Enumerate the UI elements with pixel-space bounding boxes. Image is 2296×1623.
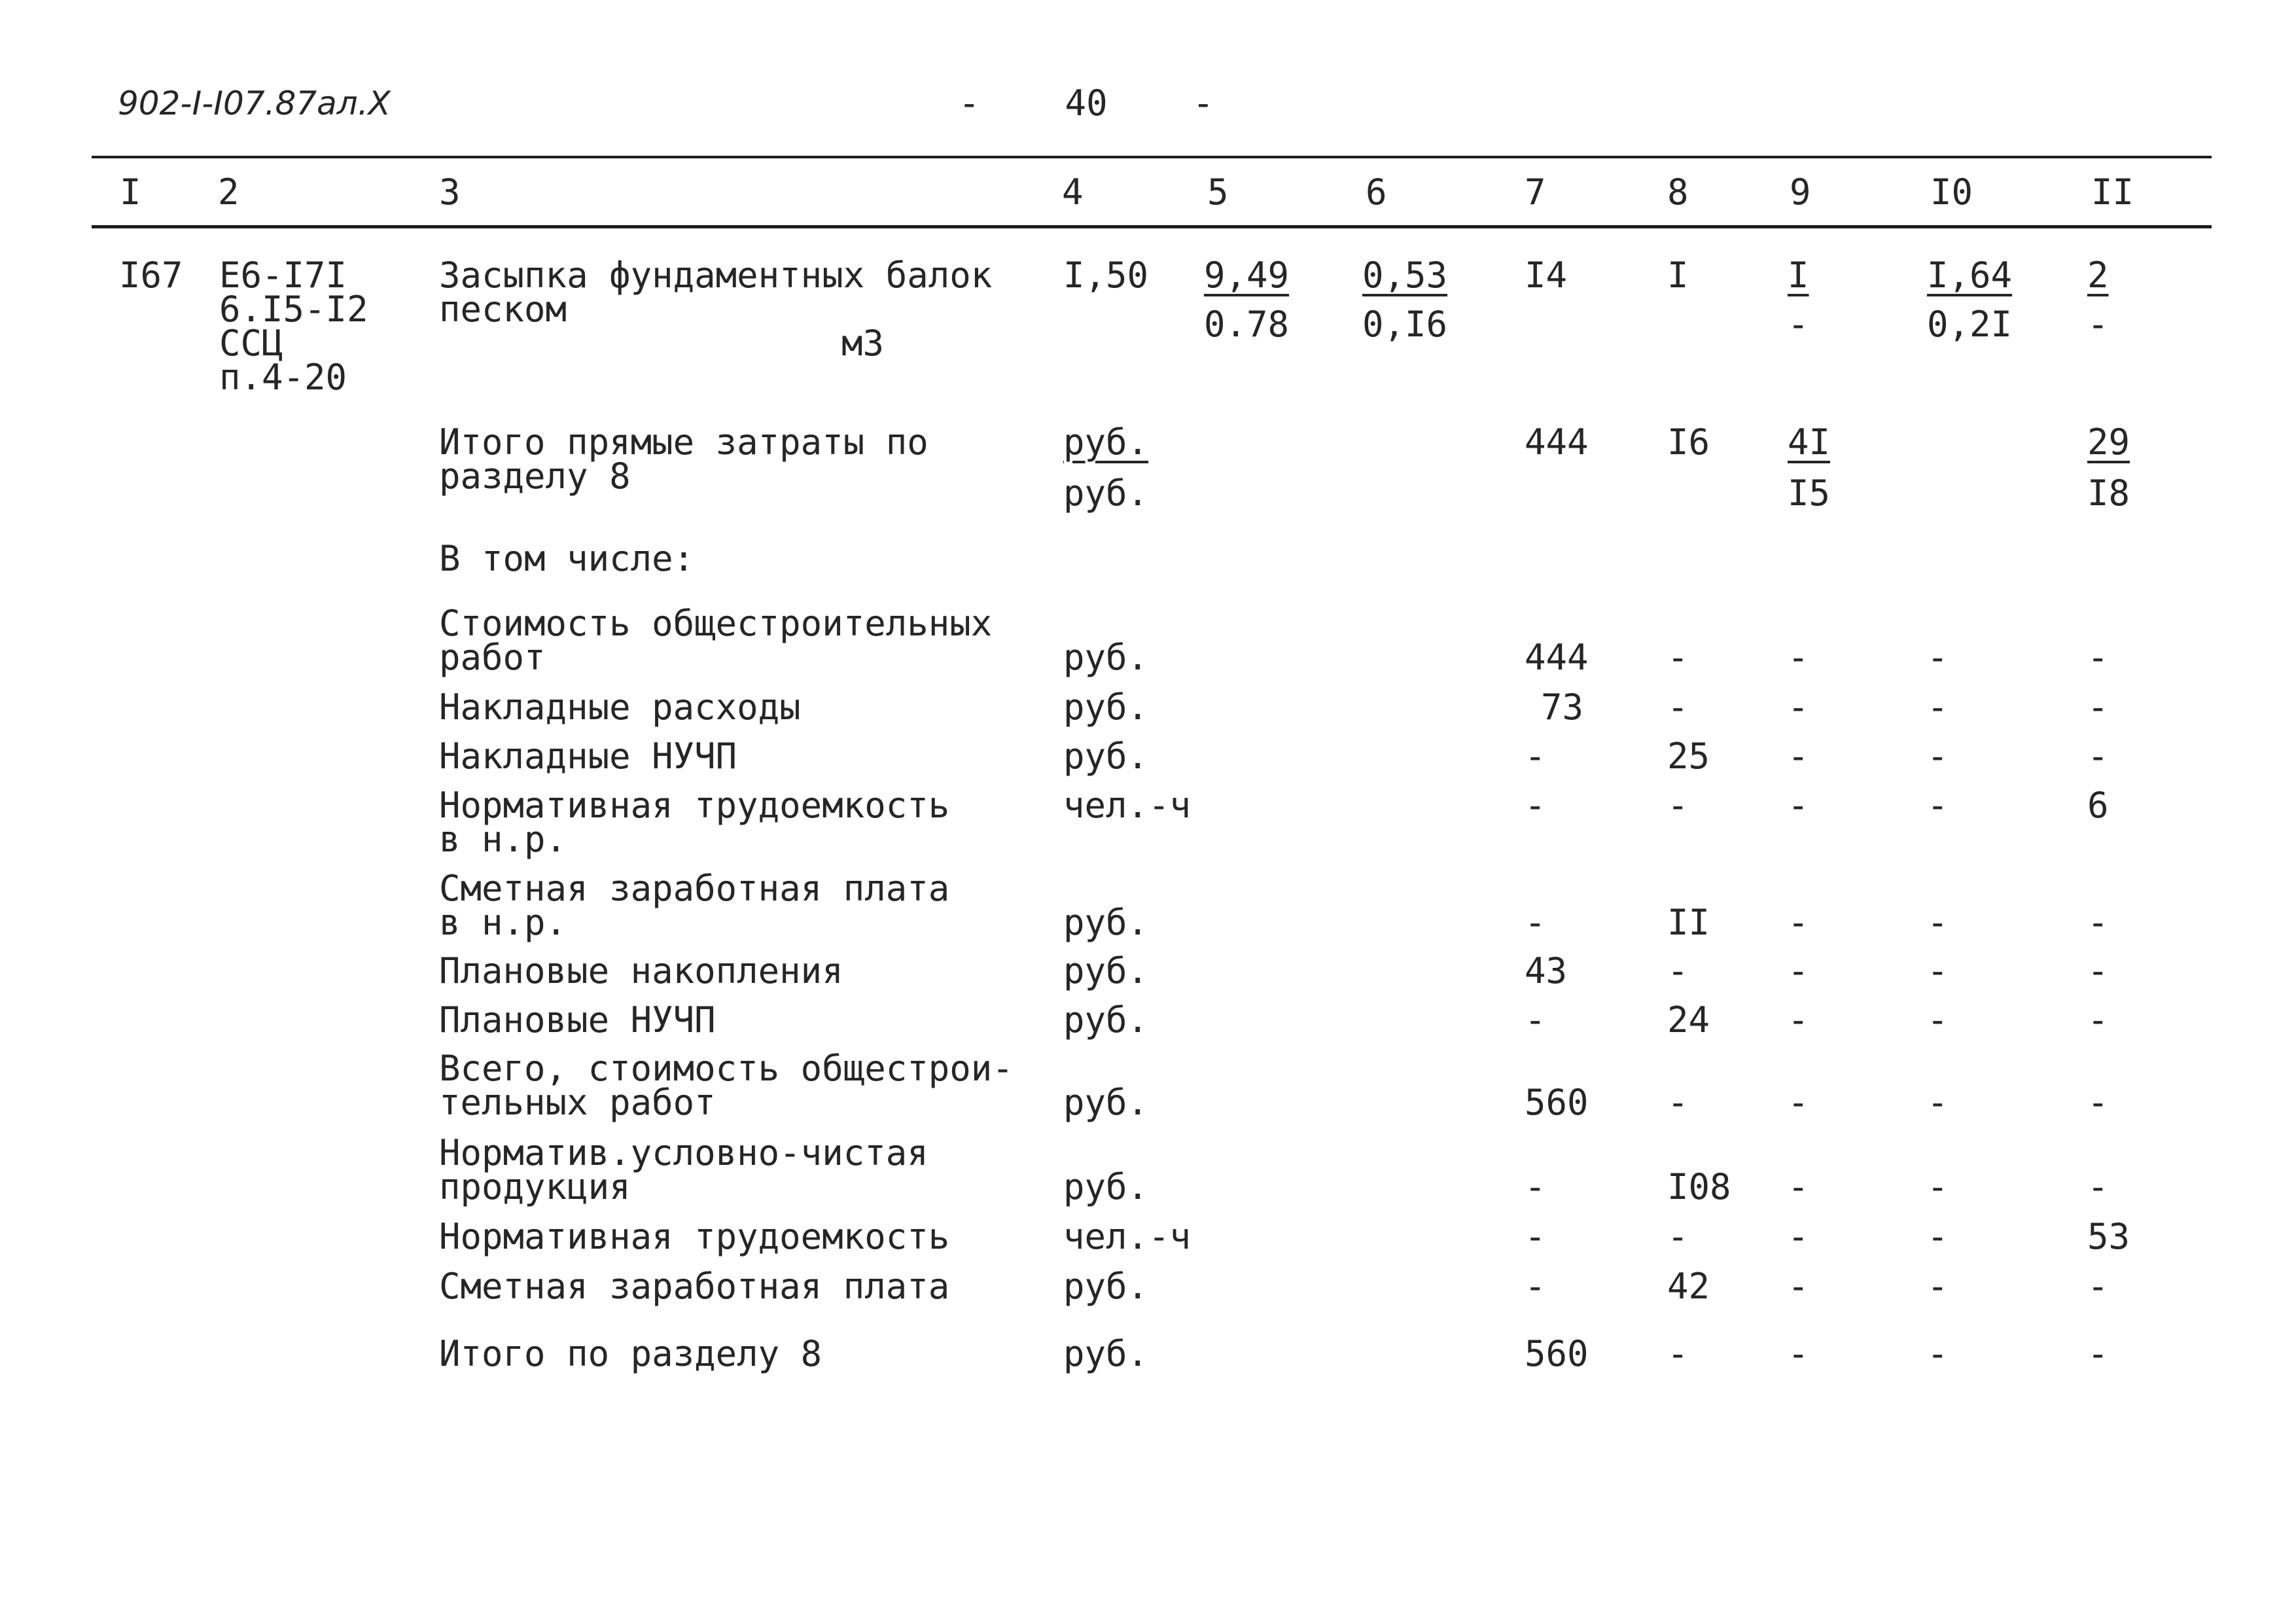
- row-col7: 444: [1525, 637, 1589, 678]
- subtotal-label: разделу 8: [439, 455, 631, 497]
- total-unit: руб.: [1063, 1333, 1149, 1374]
- row-col7: -: [1525, 736, 1546, 777]
- row-col10: -: [1927, 637, 1949, 678]
- item-col9-top: I: [1788, 255, 1809, 296]
- row-col7: -: [1525, 999, 1546, 1041]
- row-col9: -: [1788, 1082, 1809, 1123]
- row-col8: -: [1667, 637, 1689, 678]
- row-unit: руб.: [1063, 950, 1149, 991]
- col-header-5: 5: [1207, 171, 1229, 213]
- col-header-10: I0: [1930, 171, 1973, 213]
- row-col11: -: [2087, 1266, 2109, 1307]
- total-label: Итого по разделу 8: [439, 1333, 822, 1374]
- item-col10-bottom: 0,2I: [1927, 304, 2013, 345]
- row-col7: -: [1525, 902, 1546, 943]
- subtotal-col11-bottom: I8: [2087, 473, 2130, 514]
- row-label: Нормативная трудоемкость: [439, 785, 950, 826]
- row-col8: 24: [1667, 999, 1710, 1041]
- col-header-6: 6: [1366, 171, 1387, 213]
- total-col8: -: [1667, 1333, 1689, 1374]
- row-unit: руб.: [1063, 1166, 1149, 1207]
- row-col10: -: [1927, 999, 1949, 1041]
- row-col9: -: [1788, 950, 1809, 991]
- including-heading: В том числе:: [439, 538, 695, 579]
- col-header-1: I: [120, 171, 141, 213]
- page-number: - 40 -: [959, 82, 1214, 124]
- col-header-9: 9: [1790, 171, 1811, 213]
- row-unit: руб.: [1063, 637, 1149, 678]
- row-col10: -: [1927, 1216, 1949, 1257]
- row-label: работ: [439, 637, 546, 678]
- col-header-3: 3: [439, 171, 461, 213]
- item-col7: I4: [1525, 255, 1568, 296]
- item-col5-top: 9,49: [1204, 255, 1290, 296]
- item-col5-bottom: 0.78: [1204, 304, 1290, 345]
- total-col7: 560: [1525, 1333, 1589, 1374]
- row-col10: -: [1927, 950, 1949, 991]
- row-label: в н.р.: [439, 819, 567, 860]
- row-col9: -: [1788, 902, 1809, 943]
- row-col7: 43: [1525, 950, 1568, 991]
- row-label: Всего, стоимость общестрои-: [439, 1048, 1014, 1089]
- row-col11: -: [2087, 902, 2109, 943]
- top-rule: [92, 156, 2212, 158]
- item-col6-top: 0,53: [1362, 255, 1448, 296]
- item-col9-bottom: -: [1788, 304, 1809, 345]
- row-col11: -: [2087, 1082, 2109, 1123]
- item-col6-bottom: 0,I6: [1362, 304, 1448, 345]
- row-col10: -: [1927, 687, 1949, 728]
- row-col7: -: [1525, 1266, 1546, 1307]
- row-col8: -: [1667, 1216, 1689, 1257]
- row-col9: -: [1788, 999, 1809, 1041]
- row-label: Норматив.условно-чистая: [439, 1132, 928, 1173]
- total-col10: -: [1927, 1333, 1949, 1374]
- header-rule: [92, 225, 2212, 228]
- total-col9: -: [1788, 1333, 1809, 1374]
- item-code: п.4-20: [219, 357, 347, 398]
- row-col9: -: [1788, 1166, 1809, 1207]
- row-col9: -: [1788, 687, 1809, 728]
- row-col11: -: [2087, 687, 2109, 728]
- row-col7: -: [1525, 1166, 1546, 1207]
- document-code: 902-I-I07.87ал.X: [118, 84, 391, 122]
- item-code: 6.I5-I2: [219, 289, 368, 330]
- row-unit: руб.: [1063, 1082, 1149, 1123]
- row-unit: чел.-ч: [1063, 1216, 1192, 1257]
- row-col10: -: [1927, 902, 1949, 943]
- row-col7: 73: [1541, 687, 1584, 728]
- row-label: Плановые накопления: [439, 950, 843, 991]
- row-unit: руб.: [1063, 687, 1149, 728]
- row-col11: -: [2087, 736, 2109, 777]
- subtotal-col9-bottom: I5: [1788, 473, 1831, 514]
- col-header-4: 4: [1062, 171, 1084, 213]
- item-description: песком: [439, 289, 567, 330]
- row-unit: руб.: [1063, 902, 1149, 943]
- row-label: Нормативная трудоемкость: [439, 1216, 950, 1257]
- row-col9: -: [1788, 736, 1809, 777]
- item-col10-top: I,64: [1927, 255, 2013, 296]
- total-col11: -: [2087, 1333, 2109, 1374]
- col-header-8: 8: [1667, 171, 1689, 213]
- row-col7: -: [1525, 1216, 1546, 1257]
- row-col8: -: [1667, 687, 1689, 728]
- row-col8: 42: [1667, 1266, 1710, 1307]
- subtotal-col9-top: 4I: [1788, 421, 1831, 463]
- row-unit: чел.-ч: [1063, 785, 1192, 826]
- item-col11-bottom: -: [2087, 304, 2109, 345]
- row-unit: руб.: [1063, 999, 1149, 1041]
- row-col8: -: [1667, 1082, 1689, 1123]
- row-label: Плановые НУЧП: [439, 999, 716, 1041]
- row-label: Накладные НУЧП: [439, 736, 737, 777]
- col-header-11: II: [2091, 171, 2134, 213]
- row-col10: -: [1927, 736, 1949, 777]
- row-col8: I08: [1667, 1166, 1731, 1207]
- row-label: тельных работ: [439, 1082, 716, 1123]
- item-unit: м3: [841, 323, 885, 364]
- row-col7: -: [1525, 785, 1546, 826]
- item-code: ССЦ: [219, 323, 283, 364]
- row-col8: II: [1667, 902, 1710, 943]
- subtotal-unit-bottom: руб.: [1063, 473, 1149, 514]
- item-number: I67: [119, 255, 183, 296]
- col-header-7: 7: [1525, 171, 1546, 213]
- row-col11: -: [2087, 637, 2109, 678]
- row-label: Сметная заработная плата: [439, 1266, 950, 1307]
- subtotal-unit-top: руб.: [1063, 421, 1149, 463]
- row-col10: -: [1927, 1082, 1949, 1123]
- row-label: Накладные расходы: [439, 687, 801, 728]
- row-col8: -: [1667, 950, 1689, 991]
- row-col8: 25: [1667, 736, 1710, 777]
- item-code: Е6-I7I: [219, 255, 347, 296]
- item-col11-top: 2: [2087, 255, 2109, 296]
- row-label: Сметная заработная плата: [439, 868, 950, 909]
- row-col11: -: [2087, 950, 2109, 991]
- row-label: продукция: [439, 1166, 631, 1207]
- subtotal-col7: 444: [1525, 421, 1589, 463]
- row-col11: -: [2087, 1166, 2109, 1207]
- row-col10: -: [1927, 1266, 1949, 1307]
- row-col11: 6: [2087, 785, 2109, 826]
- row-col7: 560: [1525, 1082, 1589, 1123]
- row-col9: -: [1788, 637, 1809, 678]
- row-col10: -: [1927, 785, 1949, 826]
- row-col11: -: [2087, 999, 2109, 1041]
- row-label: Стоимость общестроительных: [439, 603, 993, 644]
- row-col9: -: [1788, 1216, 1809, 1257]
- col-header-2: 2: [218, 171, 239, 213]
- row-col11: 53: [2087, 1216, 2130, 1257]
- row-unit: руб.: [1063, 1266, 1149, 1307]
- item-description: Засыпка фундаментных балок: [439, 255, 993, 296]
- subtotal-col11-top: 29: [2087, 421, 2130, 463]
- item-col8: I: [1667, 255, 1689, 296]
- row-label: в н.р.: [439, 902, 567, 943]
- item-quantity: I,50: [1063, 255, 1149, 296]
- row-col9: -: [1788, 785, 1809, 826]
- row-col8: -: [1667, 785, 1689, 826]
- row-col9: -: [1788, 1266, 1809, 1307]
- row-unit: руб.: [1063, 736, 1149, 777]
- subtotal-col8: I6: [1667, 421, 1710, 463]
- subtotal-label: Итого прямые затраты по: [439, 421, 928, 463]
- row-col10: -: [1927, 1166, 1949, 1207]
